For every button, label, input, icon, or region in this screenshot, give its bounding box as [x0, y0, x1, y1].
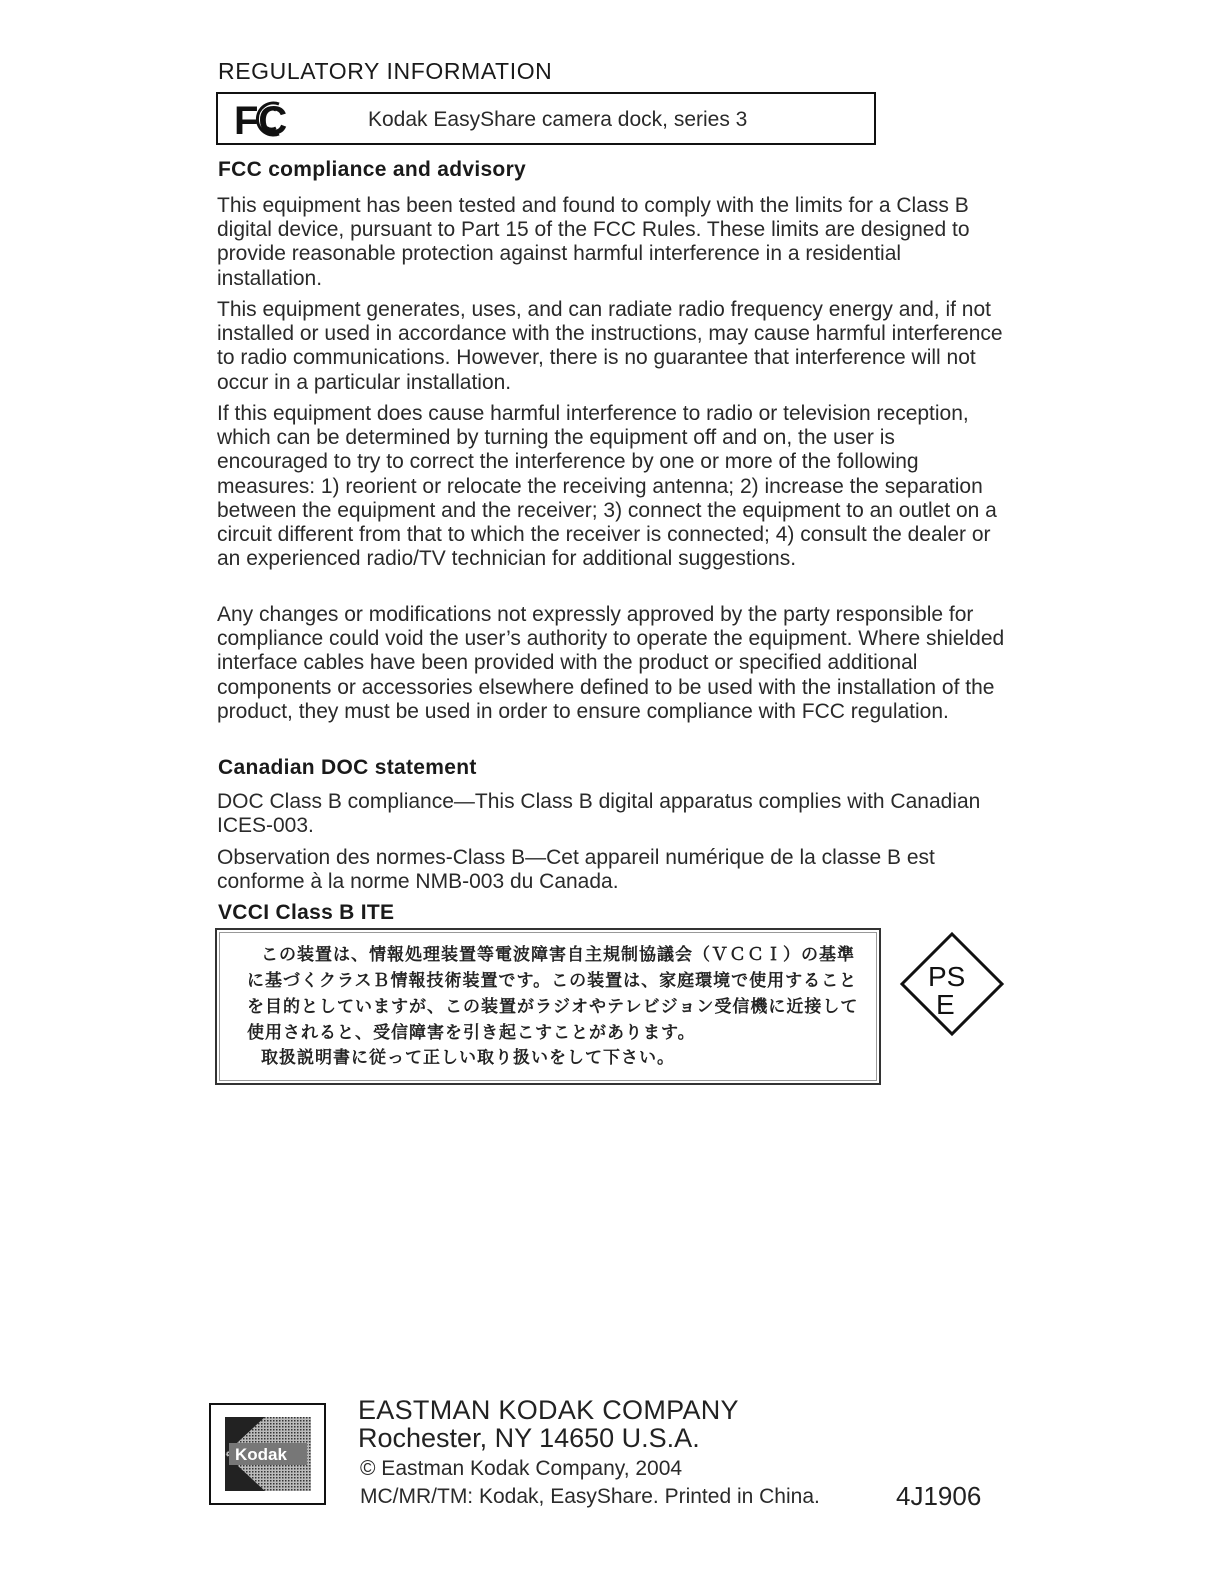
page-title: REGULATORY INFORMATION — [218, 58, 553, 84]
fcc-paragraph-1: This equipment has been tested and found to comply with the limits for a Class B digital device, pursuant to Part 15 of the FCC Rules. These limits are designed to provide reasonable protection against harmful interference in a residential installation. — [217, 194, 970, 290]
copyright-notice: © Eastman Kodak Company, 2004 — [360, 1457, 683, 1480]
kodak-logo-frame — [209, 1403, 326, 1505]
vcci-line: を目的としていますが、この装置がラジオやテレビジョン受信機に近接して — [247, 997, 859, 1017]
pse-mark-bottom: E — [936, 989, 955, 1020]
fcc-logo-text: FC — [234, 99, 288, 142]
trademark-notice: MC/MR/TM: Kodak, EasyShare. Printed in China. — [360, 1485, 820, 1508]
fcc-heading: FCC compliance and advisory — [218, 158, 527, 181]
doc-paragraph-1: DOC Class B compliance—This Class B digital apparatus complies with Canadian ICES-003. — [217, 790, 981, 838]
doc-paragraph-2: Observation des normes-Class B—Cet appareil numérique de la classe B est conforme à la norme NMB-003 du Canada. — [217, 846, 935, 894]
fcc-logo-icon — [232, 96, 294, 142]
vcci-line: に基づくクラスＢ情報技術装置です。この装置は、家庭環境で使用すること — [247, 971, 858, 991]
fcc-paragraph-2: This equipment generates, uses, and can radiate radio frequency energy and, if not installed or used in accordance with the instructions, may cause harmful interference to radio communications. However, there is no guarantee that interference will not occur in a particular installation. — [217, 298, 1003, 394]
vcci-line: 取扱説明書に従って正しい取り扱いをして下さい。 — [261, 1048, 675, 1068]
part-number: 4J1906 — [896, 1481, 982, 1511]
pse-mark-icon — [898, 930, 1006, 1038]
vcci-notice-box — [215, 928, 881, 1085]
vcci-line: この装置は、情報処理装置等電波障害自主規制協議会（ＶＣＣＩ）の基準 — [261, 945, 855, 965]
doc-heading: Canadian DOC statement — [218, 756, 477, 779]
fcc-product-name: Kodak EasyShare camera dock, series 3 — [368, 108, 748, 131]
vcci-heading: VCCI Class B ITE — [218, 901, 395, 924]
vcci-line: 使用されると、受信障害を引き起こすことがあります。 — [247, 1023, 696, 1043]
fcc-product-box — [216, 92, 876, 145]
kodak-logo-icon — [225, 1417, 311, 1491]
company-name: EASTMAN KODAK COMPANY — [358, 1395, 739, 1425]
pse-mark-top: PS — [928, 961, 966, 992]
fcc-paragraph-3: If this equipment does cause harmful interference to radio or television reception, which can be determined by turning the equipment off and on, the user is encouraged to try to correct the interference by one or more of the following measures: 1) reorient or relocate the receiving antenna; 2) increase the separation between the equipment and the receiver; 3) connect the equipment to an outlet on a circuit different from that to which the receiver is connected; 4) consult the dealer or an experienced radio/TV technician for additional suggestions. — [217, 402, 997, 571]
kodak-logo-text: Kodak — [235, 1445, 287, 1464]
fcc-paragraph-4: Any changes or modifications not expressly approved by the party responsible for compliance could void the user’s authority to operate the equipment. Where shielded interface cables have been provided with the product or specified additional components or accessories elsewhere defined to be used with the installation of the product, they must be used in order to ensure compliance with FCC regulation. — [217, 603, 1005, 723]
company-address: Rochester, NY 14650 U.S.A. — [358, 1423, 700, 1453]
